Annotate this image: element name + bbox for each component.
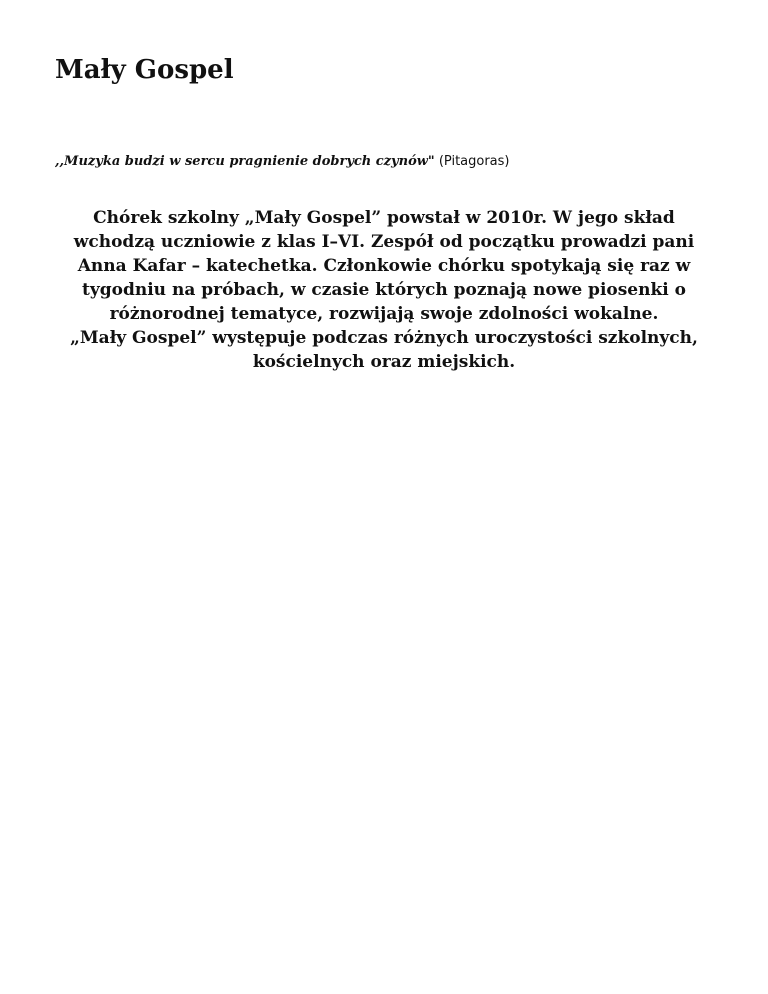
- paragraph-line: tygodniu na próbach, w czasie których poznają nowe piosenki o: [82, 280, 686, 300]
- body-paragraph: [40, 206, 728, 374]
- paragraph-line: Chórek szkolny „Mały Gospel” powstał w 2010r. W jego skład: [93, 208, 675, 228]
- page-title: Mały Gospel: [55, 55, 234, 85]
- paragraph-line: Anna Kafar – katechetka. Członkowie chórku spotykają się raz w: [77, 256, 691, 276]
- paragraph-line: „Mały Gospel” występuje podczas różnych uroczystości szkolnych,: [70, 328, 698, 348]
- paragraph-line: kościelnych oraz miejskich.: [252, 352, 516, 372]
- paragraph-line: wchodzą uczniowie z klas I–VI. Zespół od początku prowadzi pani: [73, 232, 695, 252]
- paragraph-line: różnorodnej tematyce, rozwijają swoje zdolności wokalne.: [109, 304, 659, 324]
- quote-author: (Pitagoras): [434, 154, 510, 169]
- quote-text: ,,Muzyka budzi w sercu pragnienie dobrych czynów": [55, 154, 435, 169]
- quote-line: [55, 152, 510, 171]
